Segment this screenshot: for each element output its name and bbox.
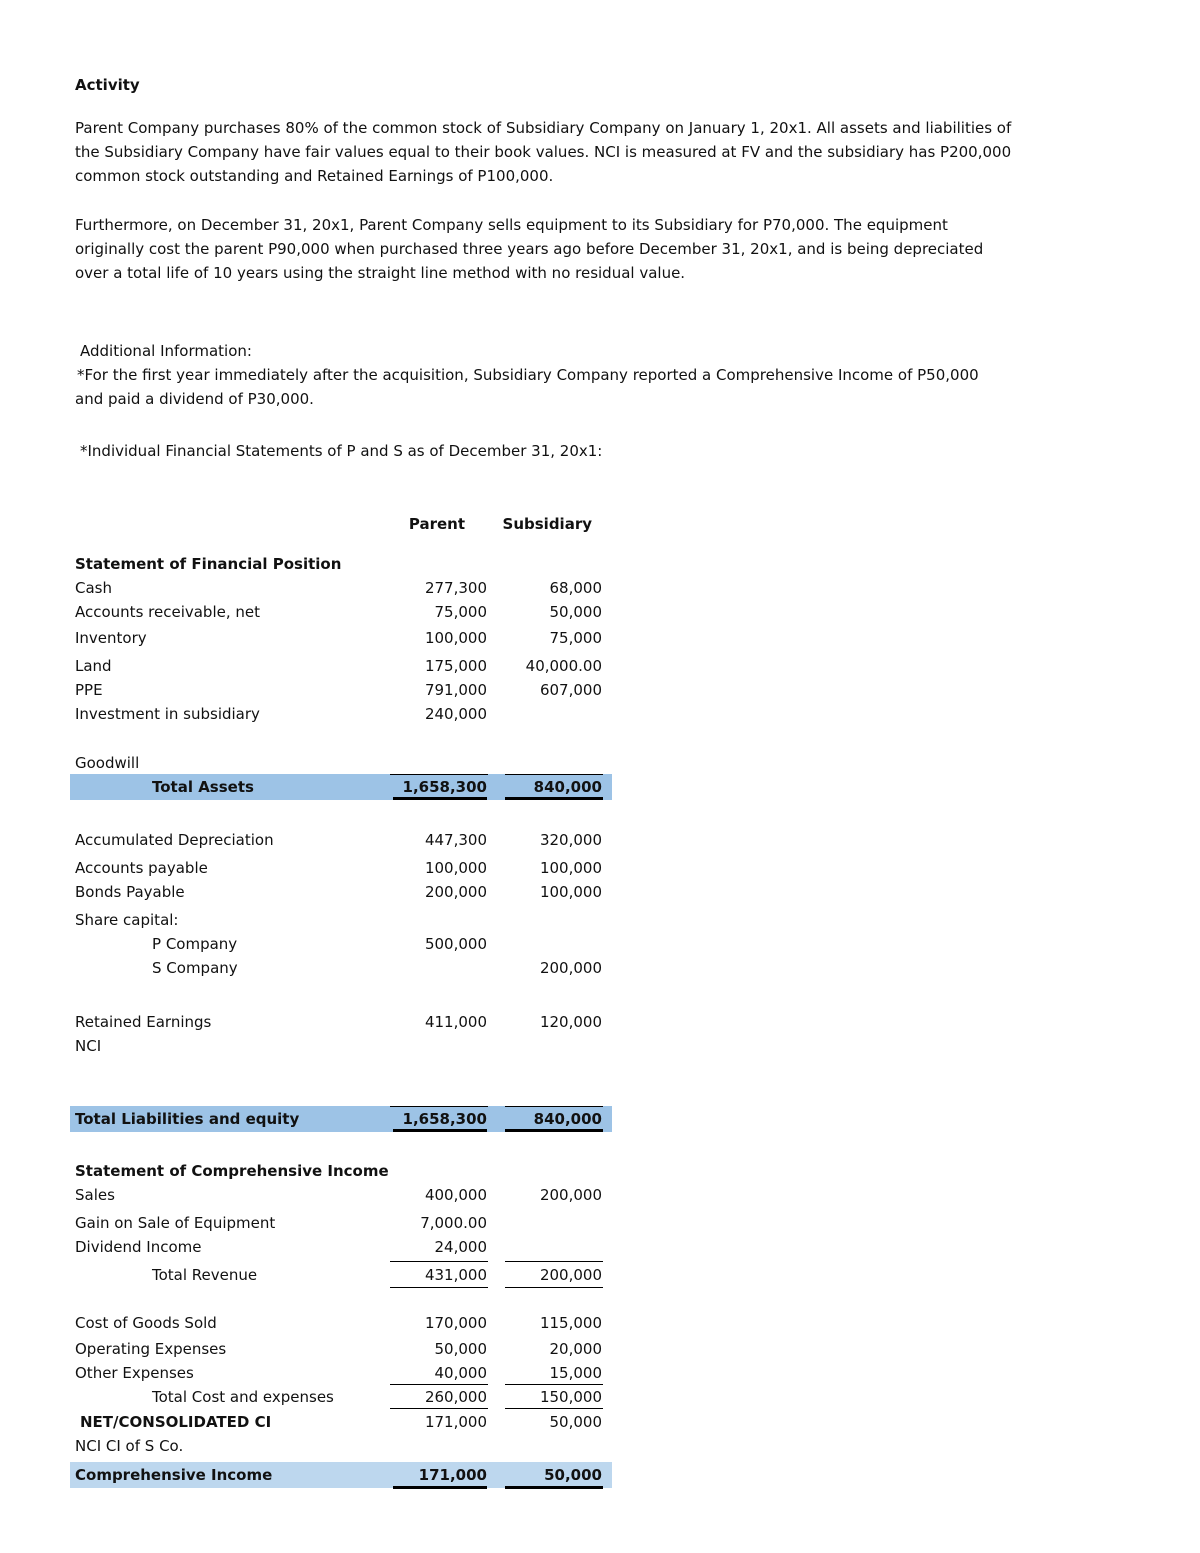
total-revenue-rule [505,1261,603,1262]
table-row [0,576,620,600]
subsidiary-value: 120,000 [539,1013,602,1031]
subsidiary-value: 68,000 [549,579,602,597]
parent-value: 50,000 [434,1340,487,1358]
parent-value: 171,000 [424,1413,487,1431]
row-label: NCI [75,1037,102,1055]
total-revenue-under-rule [505,1287,603,1288]
column-header-parent: Parent [408,515,465,533]
parent-value: 175,000 [424,657,487,675]
total-cost-under-rule [390,1408,488,1409]
additional-line3: *Individual Financial Statements of P and S as of December 31, 20x1: [80,442,603,460]
parent-value: 240,000 [424,705,487,723]
sfp-heading: Statement of Financial Position [75,555,342,573]
row-label: Comprehensive Income [75,1466,273,1484]
table-row [0,1010,620,1034]
ci-double-rule [505,1486,603,1489]
row-label: Sales [75,1186,115,1204]
subsidiary-value: 607,000 [539,681,602,699]
page-title: Activity [75,76,140,94]
column-header-subsidiary: Subsidiary [502,515,592,533]
row-label: Cost of Goods Sold [75,1314,217,1332]
table-row [0,880,620,904]
total-le-double-rule [393,1129,487,1132]
table-row [0,1235,620,1259]
row-label: Goodwill [75,754,140,772]
parent-value: 500,000 [424,935,487,953]
additional-heading: Additional Information: [80,342,252,360]
row-label: Total Cost and expenses [152,1388,334,1406]
subsidiary-value: 320,000 [539,831,602,849]
parent-value: 7,000.00 [420,1214,487,1232]
total-le-row [0,1107,620,1131]
parent-value: 411,000 [424,1013,487,1031]
row-label: Total Assets [152,778,254,796]
row-label: NCI CI of S Co. [75,1437,184,1455]
row-label: Accounts payable [75,859,208,877]
subsidiary-value: 840,000 [533,1110,602,1128]
total-le-double-rule [505,1129,603,1132]
row-label: NET/CONSOLIDATED CI [80,1413,272,1431]
comprehensive-income-row [0,1463,620,1487]
total-cost-under-rule [505,1408,603,1409]
row-label: Other Expenses [75,1364,194,1382]
subsidiary-value: 200,000 [539,959,602,977]
table-row [0,1211,620,1235]
subsidiary-value: 50,000 [544,1466,602,1484]
paragraph1-line2: the Subsidiary Company have fair values equal to their book values. NCI is measured at FV and the subsidiary has P200,000 [75,143,1012,161]
parent-value: 100,000 [424,629,487,647]
table-row [0,932,620,956]
ci-double-rule [393,1486,487,1489]
table-row [0,1183,620,1207]
parent-value: 100,000 [424,859,487,877]
subsidiary-value: 15,000 [549,1364,602,1382]
row-label: P Company [152,935,238,953]
row-label: Cash [75,579,112,597]
subsidiary-value: 200,000 [539,1266,602,1284]
paragraph2-line1: Furthermore, on December 31, 20x1, Parent Company sells equipment to its Subsidiary for P70,000. The equipment [75,216,948,234]
subsidiary-value: 20,000 [549,1340,602,1358]
net-ci-row [0,1410,620,1434]
row-label: Total Revenue [152,1266,258,1284]
row-label: Operating Expenses [75,1340,227,1358]
row-label: PPE [75,681,103,699]
parent-value: 1,658,300 [402,1110,487,1128]
parent-value: 431,000 [424,1266,487,1284]
parent-value: 260,000 [424,1388,487,1406]
paragraph2-line3: over a total life of 10 years using the straight line method with no residual value. [75,264,686,282]
table-row [0,1337,620,1361]
row-label: Accumulated Depreciation [75,831,274,849]
subsidiary-value: 100,000 [539,859,602,877]
table-row [0,600,620,624]
subsidiary-value: 40,000.00 [525,657,602,675]
row-label: Accounts receivable, net [75,603,260,621]
table-row [0,654,620,678]
paragraph1-line1: Parent Company purchases 80% of the common stock of Subsidiary Company on January 1, 20x1. All assets and liabilities of [75,119,1012,137]
table-row [0,678,620,702]
additional-line1: *For the first year immediately after the acquisition, Subsidiary Company reported a Comprehensive Income of P50,000 [77,366,979,384]
parent-value: 791,000 [424,681,487,699]
table-row [0,956,620,980]
nci-ci-row [0,1434,620,1458]
subsidiary-value: 200,000 [539,1186,602,1204]
table-row [0,1034,620,1058]
row-label: Retained Earnings [75,1013,212,1031]
row-label: Land [75,657,112,675]
total-revenue-rule [390,1261,488,1262]
row-label: Dividend Income [75,1238,202,1256]
table-row [0,1311,620,1335]
row-label: Share capital: [75,911,179,929]
parent-value: 200,000 [424,883,487,901]
table-row [0,626,620,650]
total-assets-double-rule [393,797,487,800]
row-label: Inventory [75,629,147,647]
parent-value: 75,000 [434,603,487,621]
parent-value: 447,300 [424,831,487,849]
total-assets-row [0,775,620,799]
table-row [0,908,620,932]
total-cost-row [0,1385,620,1409]
subsidiary-value: 50,000 [549,603,602,621]
row-label: Bonds Payable [75,883,185,901]
subsidiary-value: 150,000 [539,1388,602,1406]
subsidiary-value: 100,000 [539,883,602,901]
parent-value: 171,000 [418,1466,487,1484]
table-row [0,751,620,775]
row-label: Gain on Sale of Equipment [75,1214,276,1232]
paragraph1-line3: common stock outstanding and Retained Earnings of P100,000. [75,167,554,185]
parent-value: 170,000 [424,1314,487,1332]
table-row [0,828,620,852]
parent-value: 400,000 [424,1186,487,1204]
additional-line2: and paid a dividend of P30,000. [75,390,314,408]
parent-value: 24,000 [434,1238,487,1256]
table-row [0,1361,620,1385]
table-row [0,702,620,726]
parent-value: 1,658,300 [402,778,487,796]
parent-value: 40,000 [434,1364,487,1382]
total-revenue-row [0,1263,620,1287]
subsidiary-value: 50,000 [549,1413,602,1431]
parent-value: 277,300 [424,579,487,597]
row-label: S Company [152,959,238,977]
subsidiary-value: 115,000 [539,1314,602,1332]
row-label: Investment in subsidiary [75,705,260,723]
total-revenue-under-rule [390,1287,488,1288]
sci-heading: Statement of Comprehensive Income [75,1162,389,1180]
total-assets-double-rule [505,797,603,800]
row-label: Total Liabilities and equity [75,1110,300,1128]
table-row [0,856,620,880]
subsidiary-value: 840,000 [533,778,602,796]
paragraph2-line2: originally cost the parent P90,000 when purchased three years ago before December 31, 20x1, and is being depreciated [75,240,984,258]
subsidiary-value: 75,000 [549,629,602,647]
